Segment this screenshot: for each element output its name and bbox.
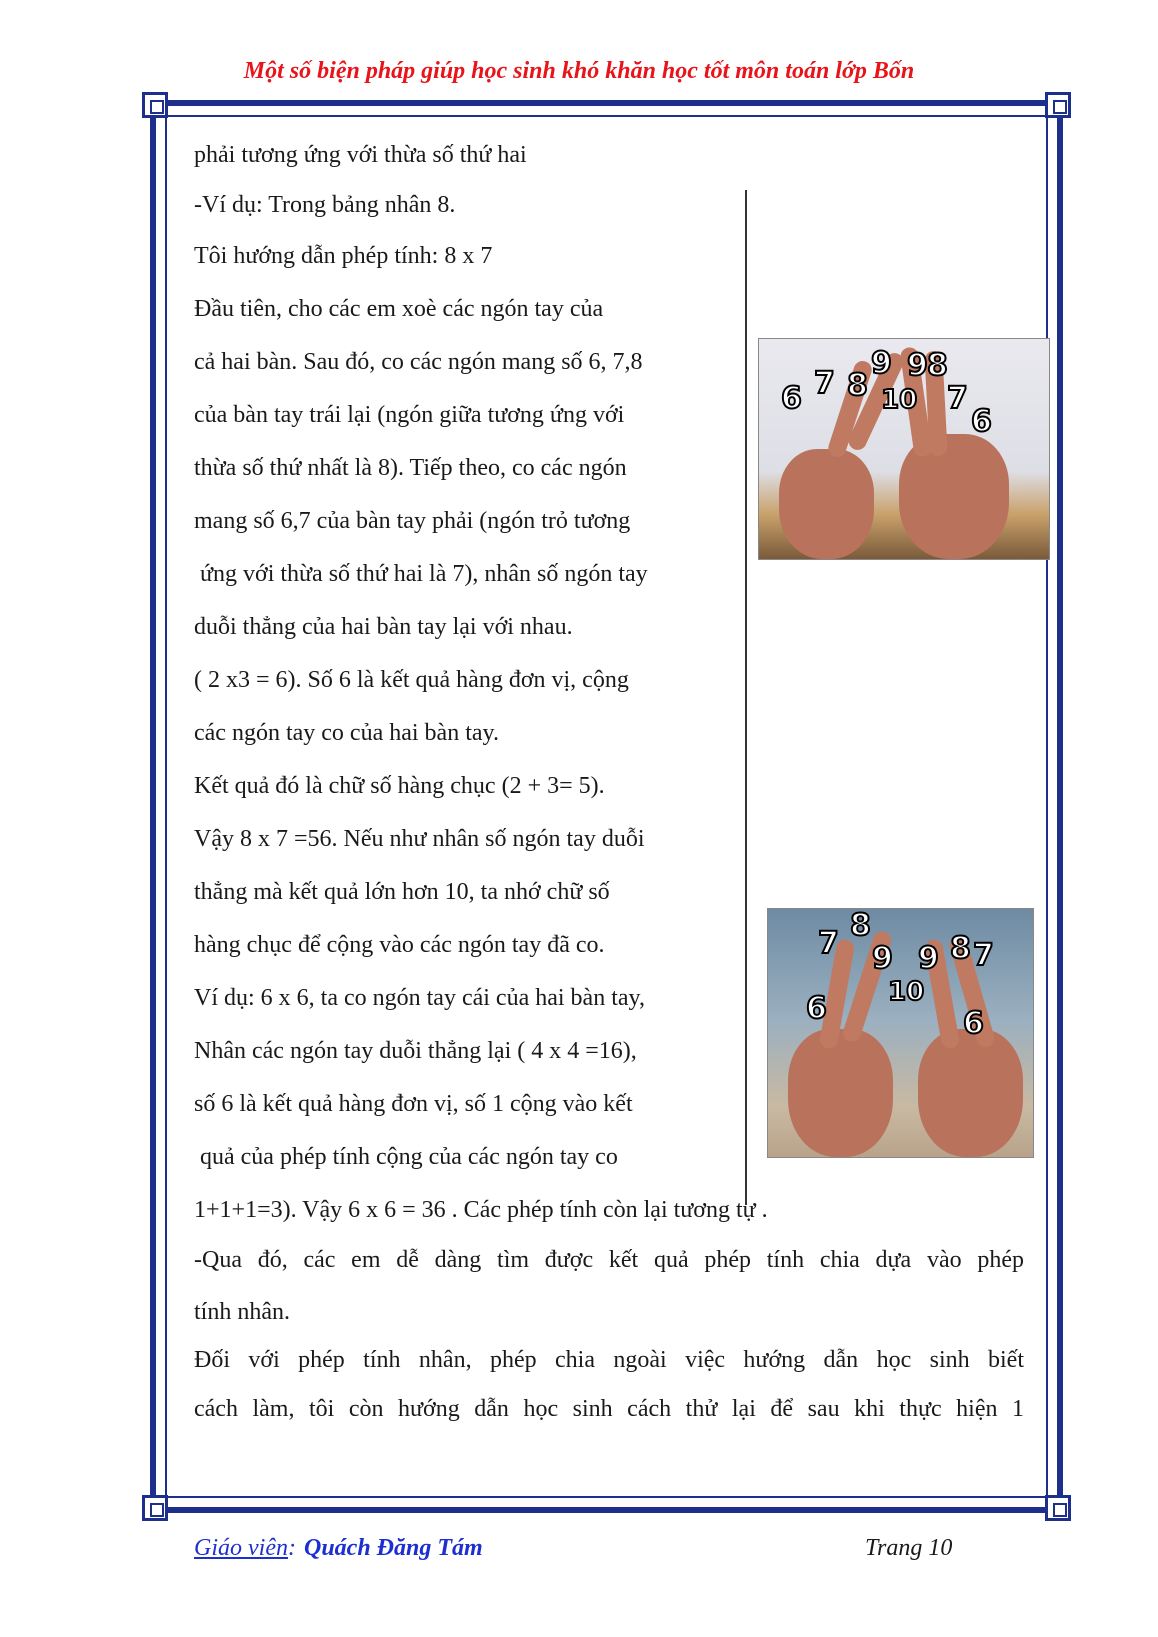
body-line: cả hai bàn. Sau đó, co các ngón mang số 6, 7,8	[194, 349, 643, 375]
finger-number-label: 10	[881, 385, 918, 415]
finger-number-label: 9	[871, 346, 892, 381]
finger-number-label: 8	[950, 931, 971, 966]
body-line: Vậy 8 x 7 =56. Nếu như nhân số ngón tay duỗi	[194, 826, 645, 852]
body-line: Kết quả đó là chữ số hàng chục (2 + 3= 5).	[194, 773, 605, 799]
finger-number-label: 6	[971, 404, 992, 439]
footer-teacher-colon: :	[287, 1535, 296, 1561]
finger-number-label: 7	[814, 366, 835, 401]
body-line: hàng chục để cộng vào các ngón tay đã co.	[194, 932, 605, 958]
body-line: Nhân các ngón tay duỗi thẳng lại ( 4 x 4 =16),	[194, 1038, 637, 1064]
body-line: số 6 là kết quả hàng đơn vị, số 1 cộng vào kết	[194, 1091, 633, 1117]
finger-number-label: 10	[888, 977, 925, 1007]
frame-corner-ornament	[142, 92, 168, 118]
frame-corner-ornament	[1045, 1495, 1071, 1521]
body-line-full: tính nhân.	[194, 1299, 290, 1325]
body-line: Ví dụ: 6 x 6, ta co ngón tay cái của hai bàn tay,	[194, 985, 645, 1011]
left-hand-shape	[788, 1029, 893, 1157]
finger-number-label: 6	[781, 381, 802, 416]
body-line: mang số 6,7 của bàn tay phải (ngón trỏ tương	[194, 508, 631, 534]
finger-number-label: 9	[872, 941, 893, 976]
finger-number-label: 8	[927, 348, 948, 383]
body-line-full: cách làm, tôi còn hướng dẫn học sinh cách thử lại để sau khi thực hiện 1	[194, 1396, 1024, 1422]
body-line: duỗi thẳng của hai bàn tay lại với nhau.	[194, 614, 573, 640]
finger-number-label: 7	[973, 938, 994, 973]
body-line: phải tương ứng với thừa số thứ hai	[194, 142, 527, 168]
body-line: của bàn tay trái lại (ngón giữa tương ứng với	[194, 402, 625, 428]
column-divider-line	[745, 190, 747, 1205]
finger-number-label: 9	[907, 348, 928, 383]
frame-corner-ornament	[142, 1495, 168, 1521]
body-line: -Ví dụ: Trong bảng nhân 8.	[194, 192, 456, 218]
frame-corner-ornament	[1045, 92, 1071, 118]
body-line: Đầu tiên, cho các em xoè các ngón tay của	[194, 296, 604, 322]
body-line-full: Đối với phép tính nhân, phép chia ngoài việc hướng dẫn học sinh biết	[194, 1347, 1024, 1373]
finger-number-label: 9	[918, 941, 939, 976]
footer-page-number: Trang 10	[865, 1535, 953, 1561]
body-line: thừa số thứ nhất là 8). Tiếp theo, co các ngón	[194, 455, 627, 481]
body-line: thẳng mà kết quả lớn hơn 10, ta nhớ chữ số	[194, 879, 610, 905]
body-line: ứng với thừa số thứ hai là 7), nhân số ngón tay	[194, 561, 648, 587]
footer-teacher-label: Giáo viên	[194, 1535, 288, 1561]
body-line: các ngón tay co của hai bàn tay.	[194, 720, 499, 746]
finger-number-label: 7	[818, 926, 839, 961]
body-line-full: -Qua đó, các em dễ dàng tìm được kết quả phép tính chia dựa vào phép	[194, 1247, 1024, 1273]
footer-teacher-name: Quách Đăng Tám	[303, 1535, 483, 1561]
hands-photo-6x6	[767, 908, 1034, 1158]
finger-number-label: 6	[806, 991, 827, 1026]
page-header-title: Một số biện pháp giúp học sinh khó khăn học tốt môn toán lớp Bốn	[243, 58, 915, 84]
body-line: ( 2 x3 = 6). Số 6 là kết quả hàng đơn vị, cộng	[194, 667, 629, 693]
frame-inner-border	[165, 115, 1048, 1498]
right-hand-shape	[918, 1029, 1023, 1157]
body-line: 1+1+1=3). Vậy 6 x 6 = 36 . Các phép tính còn lại tương tự .	[194, 1197, 768, 1223]
hands-photo-8x7	[758, 338, 1050, 560]
body-line: Tôi hướng dẫn phép tính: 8 x 7	[194, 243, 493, 269]
footer-teacher	[194, 1535, 483, 1562]
finger-number-label: 6	[963, 1006, 984, 1041]
left-hand-shape	[779, 449, 874, 559]
finger-number-label: 8	[850, 908, 871, 943]
finger-number-label: 7	[947, 381, 968, 416]
body-line: quả của phép tính cộng của các ngón tay co	[194, 1144, 618, 1170]
finger-number-label: 8	[847, 368, 868, 403]
